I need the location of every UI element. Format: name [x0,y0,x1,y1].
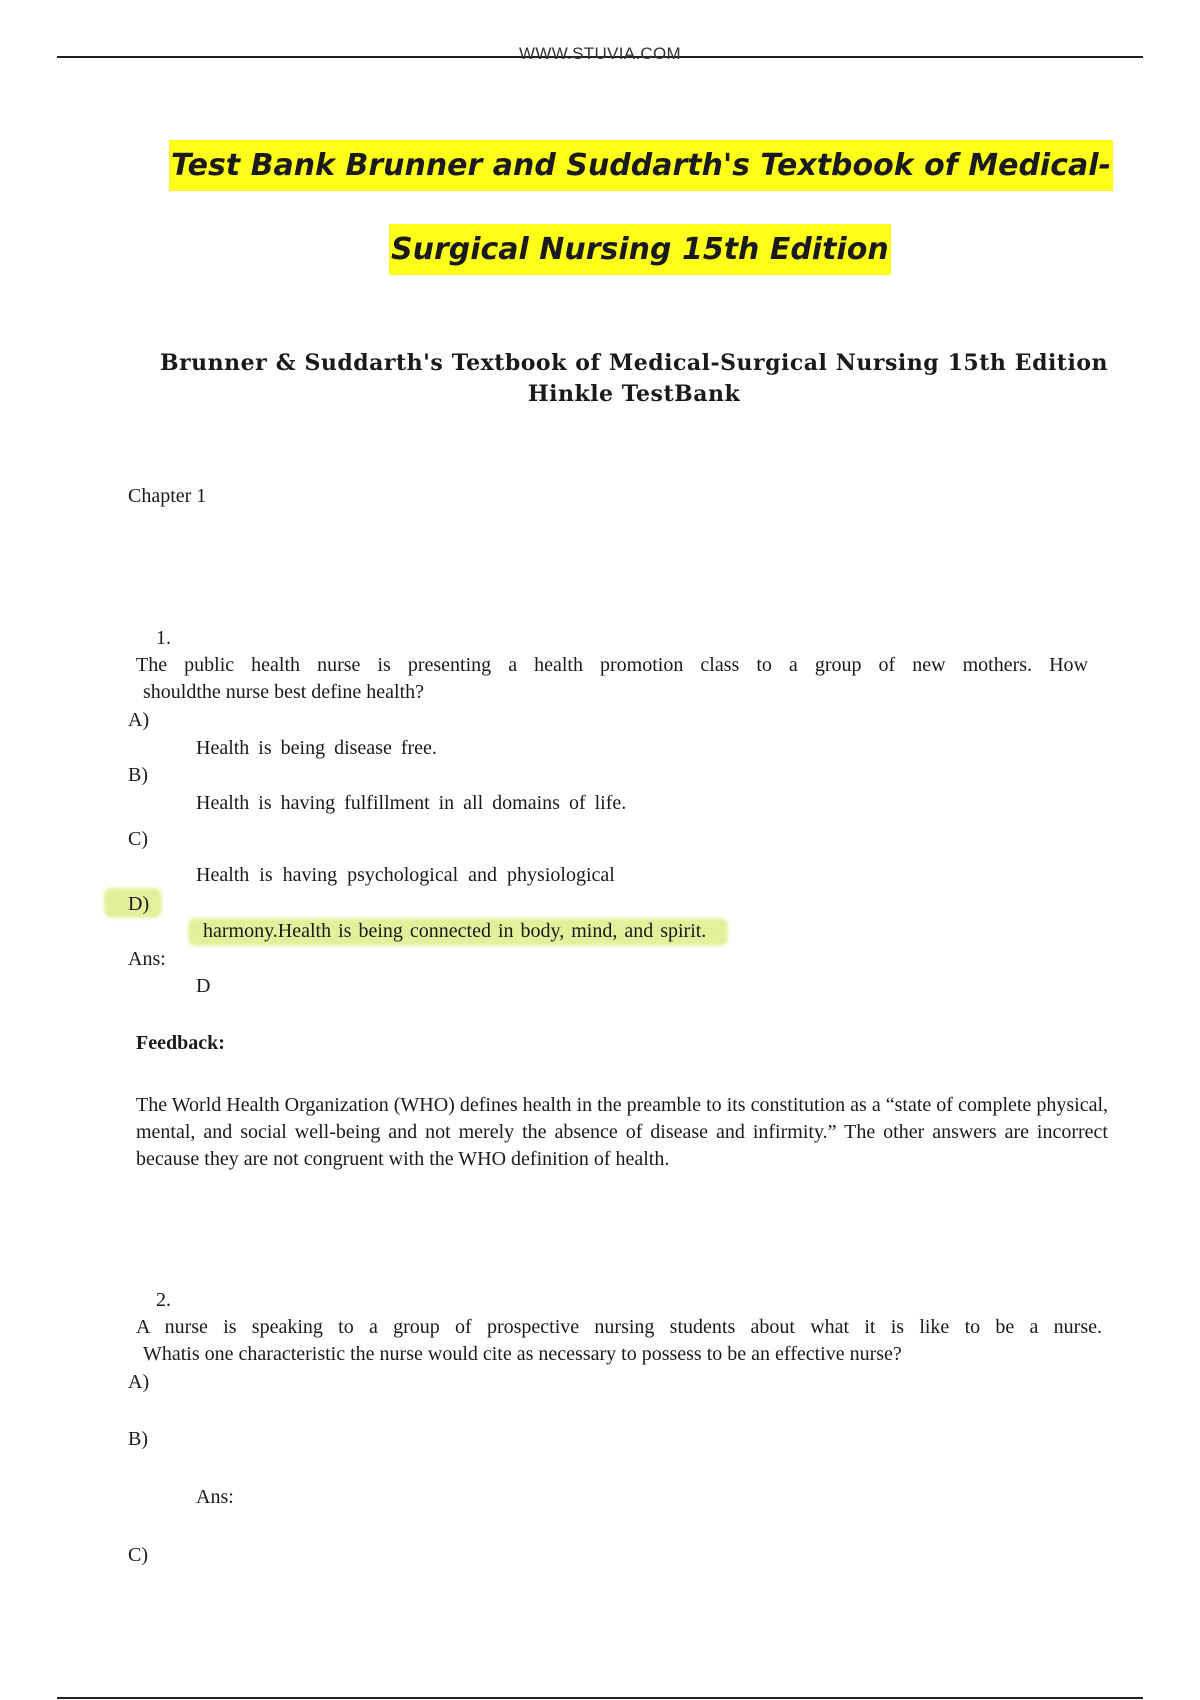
q2-label-a: A) [128,1371,150,1393]
q1-label-a: A) [128,709,150,731]
q2-stem-line2: Whatis one characteristic the nurse would cite as necessary to possess to be an effective nurse? [143,1343,902,1365]
q2-label-c: C) [128,1544,148,1566]
q1-option-c: Health is having psychological and physiological [196,864,615,886]
q1-option-a: Health is being disease free. [196,737,437,759]
footer-rule [57,1697,1143,1699]
chapter-heading: Chapter 1 [128,485,207,507]
q1-option-d: harmony.Health is being connected in body, mind, and spirit. [203,920,707,942]
title-line-1: Test Bank Brunner and Suddarth's Textbook of Medical- [169,140,1113,191]
q1-feedback-label: Feedback: [136,1032,225,1054]
q2-label-b: B) [128,1428,148,1450]
title-line-2: Surgical Nursing 15th Edition [389,224,891,275]
q1-option-b: Health is having fulfillment in all domains of life. [196,792,627,814]
q1-number: 1. [156,627,171,649]
q1-stem-line1: The public health nurse is presenting a health promotion class to a group of new mothers. How [136,654,1088,676]
q1-ans-label: Ans: [128,948,166,970]
q1-label-d: D) [128,893,150,915]
q1-feedback-text: The World Health Organization (WHO) defines health in the preamble to its constitution as a “state of complete physical, mental, and social well-being and not merely the absence of disease and infirmity.” The other answers are incorrect because they are not congruent with the WHO definition of health. [136,1094,1108,1170]
q1-label-c: C) [128,828,148,850]
q2-stem-line1: A nurse is speaking to a group of prospective nursing students about what it is like to be a nurse. [136,1316,1102,1338]
q1-stem-line2: shouldthe nurse best define health? [143,681,425,703]
q1-label-b: B) [128,764,148,786]
site-header: WWW.STUVIA.COM [519,44,681,63]
q2-ans-label: Ans: [196,1486,234,1508]
subtitle: Brunner & Suddarth's Textbook of Medical-Surgical Nursing 15th Edition Hinkle TestBank [160,350,1108,407]
q1-answer: D [196,975,211,997]
q2-number: 2. [156,1289,171,1311]
